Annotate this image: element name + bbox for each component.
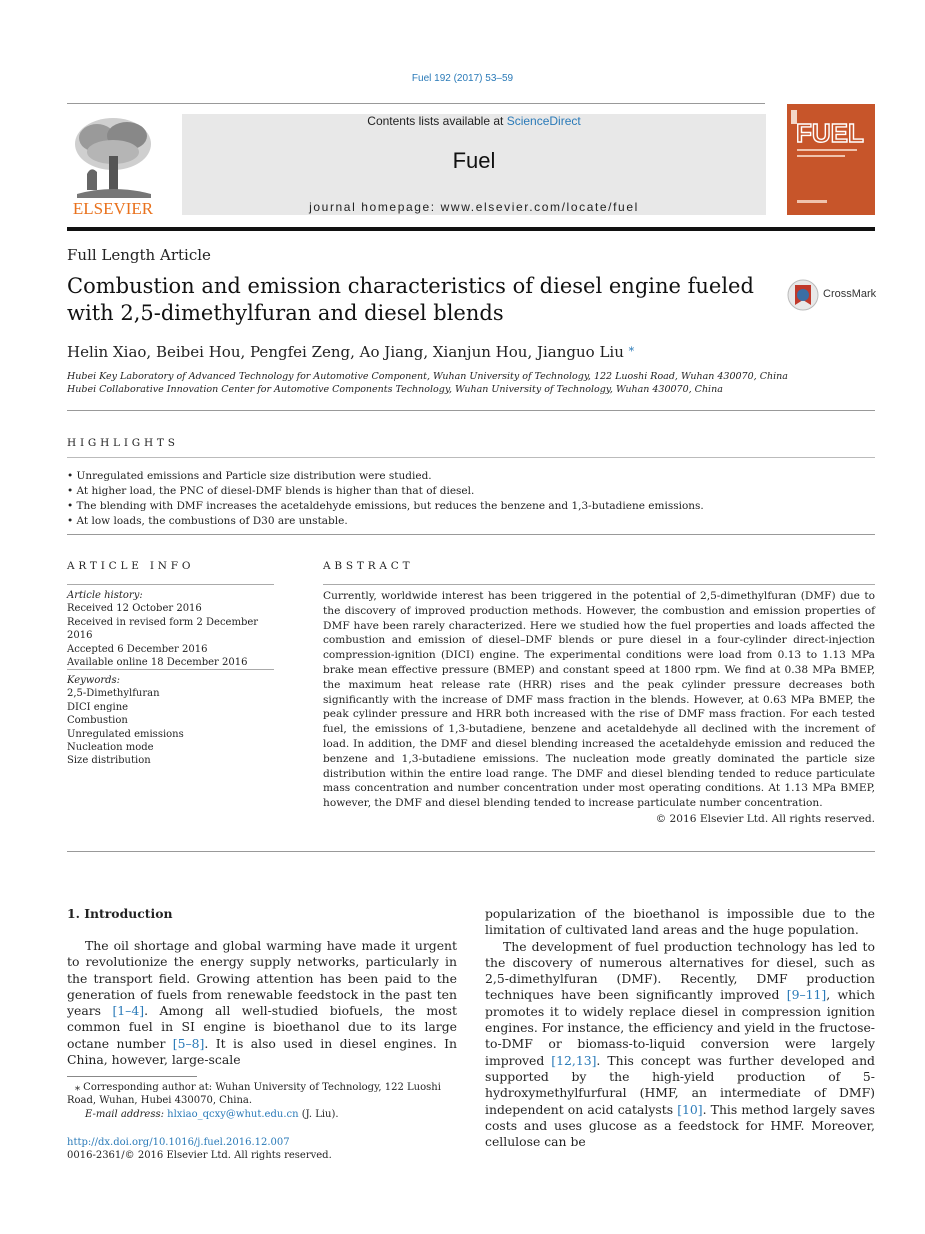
history-accepted: Accepted 6 December 2016 [67,643,208,655]
history-label: Article history: [67,590,143,601]
keyword: Nucleation mode [67,742,154,754]
highlight-item: • The blending with DMF increases the acetaldehyde emissions, but reduces the benzene and 1,3-butadiene emissions. [67,500,704,512]
keywords-label: Keywords: [67,675,121,686]
highlights-heading: HIGHLIGHTS [67,437,179,449]
abstract-copyright: © 2016 Elsevier Ltd. All rights reserved. [655,813,875,825]
authors-text: Helin Xiao, Beibei Hou, Pengfei Zeng, Ao Jiang, Xianjun Hou, Jianguo Liu [67,343,624,361]
email-line: E-mail address: hlxiao_qcxy@whut.edu.cn (J. Liu). [85,1108,339,1120]
elsevier-logo[interactable] [67,114,159,216]
abstract-heading: ABSTRACT [323,560,414,572]
affiliation-1: Hubei Key Laboratory of Advanced Technology for Automotive Component, Wuhan University of Technology, 122 Luoshi Road, Wuhan 430070, China [67,371,788,382]
journal-name: Fuel [452,148,496,173]
keyword: DICI engine [67,701,129,713]
article-title: Combustion and emission characteristics of diesel engine fueled with 2,5-dimethylfuran and diesel blends [67,274,754,325]
divider [67,669,274,670]
corresponding-author-mark[interactable]: ⁎ [628,341,635,354]
keywords [67,674,277,768]
header-rule [67,227,875,231]
crossmark-button[interactable] [787,279,887,311]
paragraph: The development of fuel production technology has led to the discovery of numerous alternatives for diesel, such as 2,5-dimethylfuran (DMF). Recently, DMF production techniques have been significantly improved [9–11], which promotes it to widely replace diesel in compression ignition engines. For instance, the efficiency and yield in the fructose-to-DMF or biomass-to-liquid conversion were largely improved [12,13]. This concept was further developed and supported by the high-yield production of 5-hydroxymethylfurfural (HMF, an intermediate of DMF) independent on acid catalysts [10]. This method largely saves costs and uses glucose as a feedstock for HMF. Moreover, cellulose can be [485,938,875,1150]
keyword: Size distribution [67,755,151,767]
journal-cover-image[interactable] [787,104,875,215]
journal-citation[interactable]: Fuel 192 (2017) 53–59 [411,73,514,84]
svg-text:ELSEVIER: ELSEVIER [72,199,154,216]
keyword: Unregulated emissions [67,728,184,740]
footnote-rule [67,1076,197,1077]
divider [67,410,875,411]
abstract-text: Currently, worldwide interest has been triggered in the potential of 2,5-dimethylfuran (DMF) due to the discovery of improved production methods. However, the combustion and emission properties of DMF have been rarely characterized. Here we studied how the fuel properties and loads affected the combustion and emission of diesel–DMF blends or pure diesel in a four-cylinder direct-injection compression-ignition (DICI) engine. The experimental conditions were load from 0.13 to 1.13 MPa brake mean effective pressure (BMEP) and constant speed at 1800 rpm. We find at 0.38 MPa BMEP, the maximum heat release rate (HRR) rises and the peak cylinder pressure decreases both significantly with the increase of DMF mass fraction in the blends. However, at 0.63 MPa BMEP, the peak cylinder pressure and HRR both increased with the rise of DMF mass fraction. For each tested fuel, the emissions of 1,3-butadiene, benzene and acetaldehyde all declined with the increment of load. In addition, the DMF and diesel blending increased the acetaldehyde emission and reduced the benzene and 1,3-butadiene emissions. The nucleation mode greatly dominated the particle size distribution within the entire load range. The DMF and diesel blending tended to reduce particulate mass concentration and number concentration under most operating conditions. At 1.13 MPa BMEP, however, the DMF and diesel blending tended to increase particulate number concentration. [323,590,875,810]
divider [67,457,875,458]
divider [67,584,274,585]
footnote [67,1081,457,1121]
highlight-item: • At low loads, the combustions of D30 are unstable. [67,515,348,527]
body-column-left: The oil shortage and global warming have made it urgent to revolutionize the energy supply networks, particularly in the transport field. Growing attention has been paid to the generation of fuels from renewable feedstock in the past ten years [1–4]. Among all well-studied biofuels, the most common fuel in SI engine is bioethanol due to its large octane number [5–8]. It is also used in diesel engines. In China, however, large-scale [67,938,457,1068]
divider [67,534,875,535]
article-history [67,589,277,669]
history-received: Received 12 October 2016 [67,603,202,615]
svg-text:FUEL: FUEL [796,118,864,148]
crossmark-icon [787,279,821,311]
body-column-right [485,906,875,1150]
journal-homepage[interactable]: journal homepage: www.elsevier.com/locate/fuel [309,200,639,214]
divider [67,851,875,852]
elsevier-tree-icon [67,114,159,216]
history-online: Available online 18 December 2016 [67,657,248,669]
issn-copyright: 0016-2361/© 2016 Elsevier Ltd. All rights reserved. [67,1150,332,1161]
affiliation-2: Hubei Collaborative Innovation Center for Automotive Components Technology, Wuhan University of Technology, Wuhan 430070, China [67,384,723,395]
contents-line [182,114,766,128]
doi-link[interactable]: http://dx.doi.org/10.1016/j.fuel.2016.12.007 [67,1137,290,1148]
email-link[interactable]: hlxiao_qcxy@whut.edu.cn [167,1108,299,1120]
sciencedirect-link[interactable]: ScienceDirect [506,114,581,128]
reference-link[interactable]: [9–11] [786,987,827,1003]
top-rule [67,103,765,104]
history-revised: Received in revised form 2 December 2016 [67,616,259,642]
divider [323,584,875,585]
keyword: Combustion [67,715,128,727]
contents-prefix: Contents lists available at [367,114,507,128]
section-heading-introduction: 1. Introduction [67,906,173,921]
highlight-item: • At higher load, the PNC of diesel-DMF blends is higher than that of diesel. [67,485,475,497]
crossmark-label: CrossMark [823,288,877,300]
cover-thumbnail-icon [787,104,875,215]
highlight-item: • Unregulated emissions and Particle size distribution were studied. [67,470,432,482]
reference-link[interactable]: [5–8] [172,1035,205,1051]
reference-link[interactable]: [1–4] [112,1003,145,1019]
article-info-heading: ARTICLE INFO [67,560,195,572]
paragraph: popularization of the bioethanol is impossible due to the limitation of cultivated land areas and the huge population. [485,906,875,938]
reference-link[interactable]: [10] [677,1101,703,1117]
reference-link[interactable]: [12,13] [551,1052,597,1068]
author-list [67,341,634,361]
keyword: 2,5-Dimethylfuran [67,688,160,700]
highlights-list [67,469,875,529]
article-type: Full Length Article [67,246,211,264]
corresponding-author-note: ⁎ Corresponding author at: Wuhan University of Technology, 122 Luoshi Road, Wuhan, Hubei 430070, China. [67,1082,441,1107]
